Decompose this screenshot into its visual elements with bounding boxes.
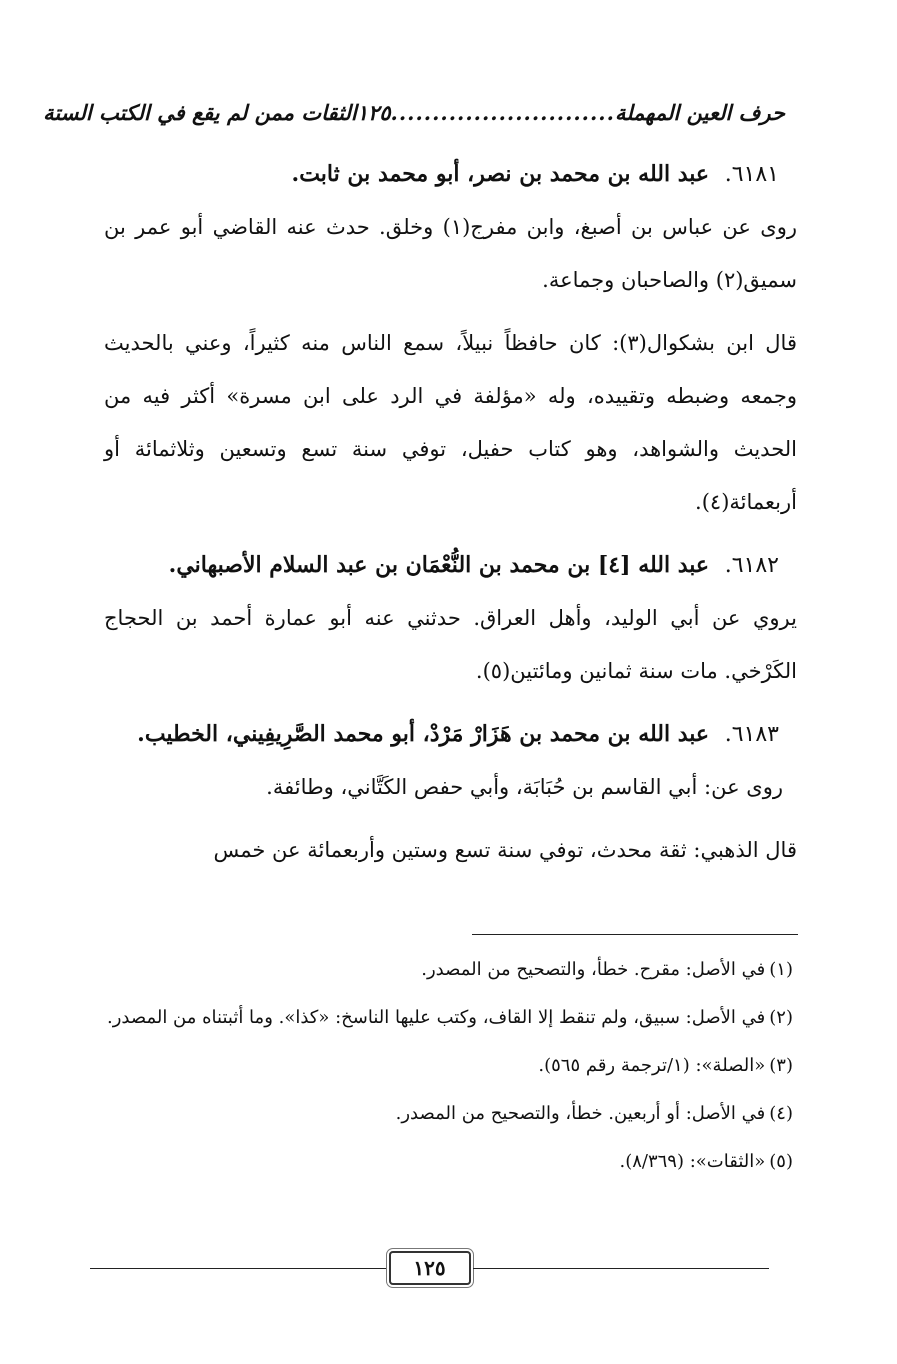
entry-number: ٦١٨٢.: [724, 553, 779, 578]
header-dots: ...........................: [390, 99, 615, 125]
footnote-text: «الثقات»: (٨/٣٦٩).: [619, 1151, 766, 1172]
footnotes: [104, 946, 793, 1186]
footer-rule-left: [90, 1268, 387, 1269]
footnote-text: في الأصل: سبيق، ولم تنقط إلا القاف، وكتب عليها الناسخ: «كذا». وما أثبتناه من المصدر.: [106, 1007, 766, 1028]
footnote-number: (١): [769, 959, 793, 980]
footnote-5: [104, 1138, 793, 1186]
entry-number: ٦١٨٣.: [724, 722, 779, 747]
footnote-text: «الصلة»: (١/ترجمة رقم ٥٦٥).: [538, 1055, 766, 1076]
footnote-number: (٥): [769, 1151, 793, 1172]
margin-speck: [878, 968, 884, 971]
header-chapter-title: حرف العين المهملة: [614, 99, 785, 125]
footer-rule-right: [473, 1268, 770, 1269]
entry-number: ٦١٨١.: [724, 162, 779, 187]
entry-title: [104, 148, 779, 201]
page-number: ١٢٥: [389, 1251, 471, 1285]
entry-6181: [104, 148, 797, 529]
page-footer: [90, 1248, 769, 1288]
footnote-separator: [472, 934, 798, 935]
entry-paragraph: روى عن عباس بن أصبغ، وابن مفرج(١) وخلق. حدث عنه القاضي أبو عمر بن سميق(٢) والصاحبان وجماعة.: [104, 215, 797, 292]
footnote-number: (٢): [769, 1007, 793, 1028]
entry-name: عبد الله بن محمد بن نصر، أبو محمد بن ثابت.: [291, 161, 710, 187]
entry-paragraph: روى عن: أبي القاسم بن حُبَابَة، وأبي حفص الكَتَّاني، وطائفة.: [266, 775, 783, 799]
entry-6182: [104, 539, 797, 698]
footnote-1: [104, 946, 793, 994]
entry-paragraph: قال الذهبي: ثقة محدث، توفي سنة تسع وستين وأربعمائة عن خمس: [213, 838, 797, 862]
main-text: [104, 148, 797, 887]
entry-paragraph: يروي عن أبي الوليد، وأهل العراق. حدثني عنه أبو عمارة أحمد بن الحجاج الكَرْخي. مات سنة ثمانين ومائتين(٥).: [104, 606, 797, 683]
entry-name: عبد الله [٤] بن محمد بن النُّعْمَان بن عبد السلام الأصبهاني.: [168, 552, 710, 578]
footnote-2: [104, 994, 793, 1042]
footnote-3: [104, 1042, 793, 1090]
footnote-number: (٣): [769, 1055, 793, 1076]
entry-title: [104, 708, 779, 761]
entry-6183: [104, 708, 797, 877]
footnote-number: (٤): [769, 1103, 793, 1124]
footnote-text: في الأصل: أو أربعين. خطأ، والتصحيح من المصدر.: [395, 1103, 766, 1124]
footnote-text: في الأصل: مقرح. خطأ، والتصحيح من المصدر.: [421, 959, 766, 980]
entry-title: [104, 539, 779, 592]
entry-name: عبد الله بن محمد بن هَزَارْ مَرْدْ، أبو محمد الصَّرِيفِيني، الخطيب.: [137, 721, 710, 747]
header-page-number: ١٢٥: [356, 99, 391, 125]
entry-paragraph: قال ابن بشكوال(٣): كان حافظاً نبيلاً، سمع الناس منه كثيراً، وعني بالحديث وجمعه وضبطه وتقييده، وله «مؤلفة في الرد على ابن مسرة» أكثر فيه من الحديث والشواهد، وهو كتاب حفيل، توفي سنة تسع وتسعين وثلاثمائة أو أربعمائة(٤).: [104, 331, 797, 514]
running-header: [43, 92, 785, 132]
footnote-4: [104, 1090, 793, 1138]
header-book-title: الثقات ممن لم يقع في الكتب الستة: [43, 99, 357, 125]
